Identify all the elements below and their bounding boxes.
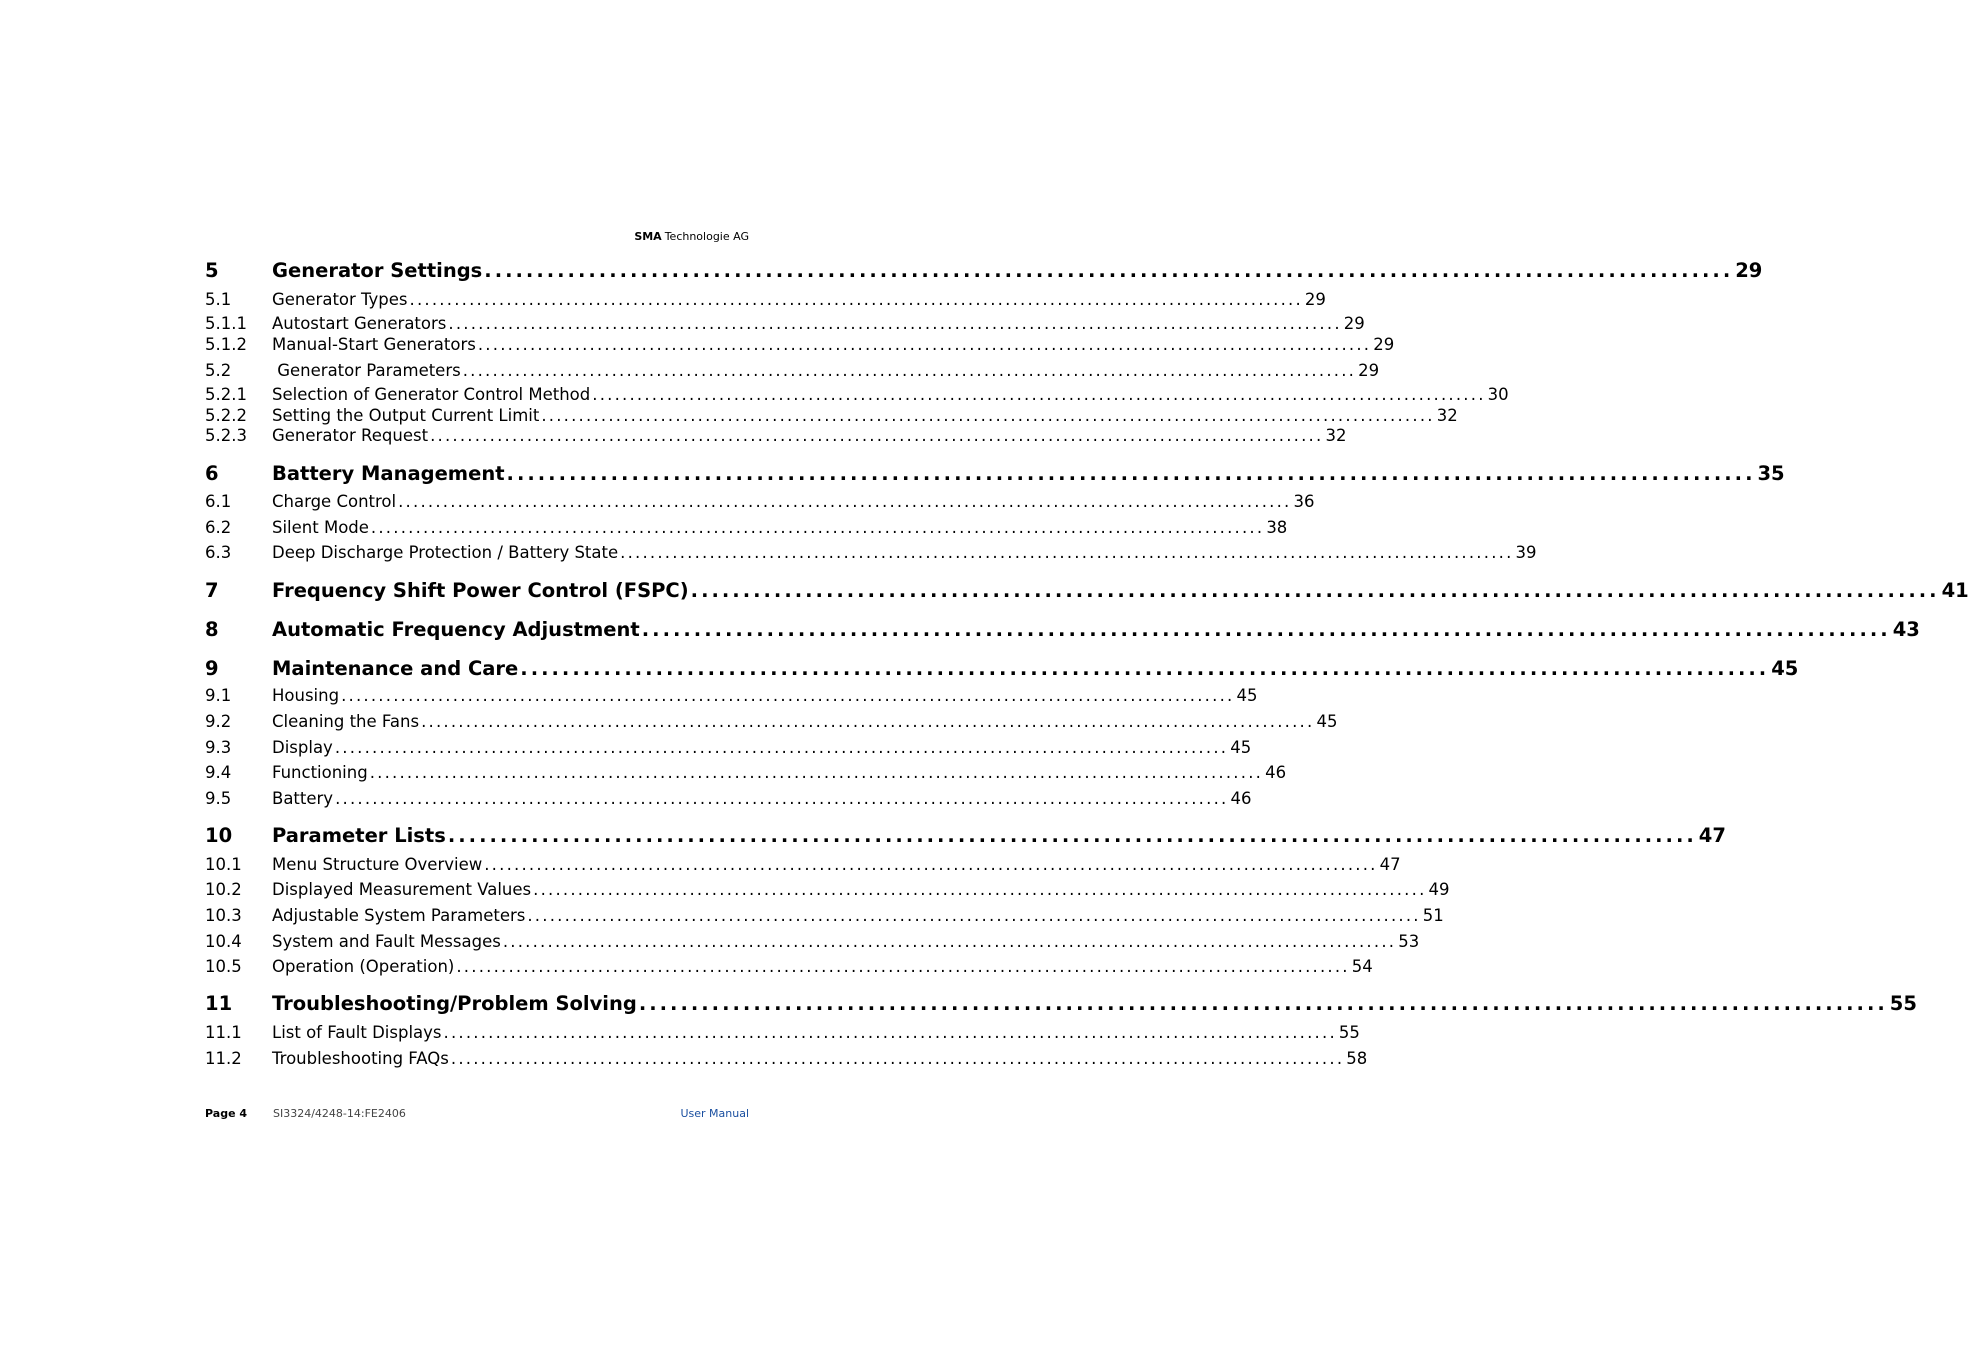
toc-entry-page: 51 (1422, 906, 1444, 925)
toc-entry-page: 45 (1316, 712, 1338, 731)
toc-chapter-entry[interactable] (205, 578, 1969, 604)
toc-section-entry[interactable] (205, 1048, 1368, 1070)
toc-entry-page: 29 (1343, 314, 1365, 333)
toc-entry-number: 10.4 (205, 932, 242, 951)
toc-entry-number: 5.2.2 (205, 406, 247, 425)
toc-entry-number: 9 (205, 657, 219, 680)
toc-entry-number: 7 (205, 579, 219, 602)
toc-entry-page: 53 (1398, 932, 1420, 951)
dot-leader: ........................................................................................................................ (502, 932, 1397, 951)
dot-leader: ........................................................................................................................ (620, 543, 1514, 562)
toc-entry-number: 6.1 (205, 492, 232, 511)
dot-leader: ........................................................................................................................ (541, 406, 1435, 425)
toc-entry-title: Silent Mode (272, 518, 369, 537)
dot-leader: ........................................................................................................................ (592, 385, 1486, 404)
toc-entry-page: 29 (1304, 290, 1326, 309)
toc-entry-title: Functioning (272, 763, 368, 782)
toc-entry-page: 58 (1346, 1049, 1368, 1068)
toc-entry-page: 36 (1293, 492, 1315, 511)
toc-entry-number: 10.2 (205, 880, 242, 899)
dot-leader: ........................................................................................................................ (447, 824, 1697, 847)
dot-leader: ........................................................................................................................ (335, 789, 1229, 808)
dot-leader: ........................................................................................................................ (506, 462, 1756, 485)
toc-entry-number: 10.3 (205, 906, 242, 925)
toc-entry-title: Setting the Output Current Limit (272, 406, 540, 425)
toc-section-entry[interactable] (205, 334, 1395, 356)
toc-chapter-entry[interactable] (205, 258, 1763, 284)
toc-entry-number: 10 (205, 824, 233, 847)
toc-section-entry[interactable] (205, 711, 1338, 733)
toc-entry-title: Automatic Frequency Adjustment (272, 618, 640, 641)
toc-entry-number: 5.1.2 (205, 335, 247, 354)
dot-leader: ........................................................................................................................ (448, 314, 1342, 333)
toc-section-entry[interactable] (205, 685, 1258, 707)
toc-entry-title: Troubleshooting FAQs (272, 1049, 449, 1068)
toc-entry-number: 5 (205, 259, 219, 282)
dot-leader: ........................................................................................................................ (369, 763, 1264, 782)
toc-entry-number: 9.3 (205, 738, 232, 757)
toc-entry-number: 10.1 (205, 855, 242, 874)
dot-leader: ........................................................................................................................ (690, 579, 1940, 602)
toc-entry-page: 29 (1735, 259, 1763, 282)
toc-entry-page: 43 (1892, 618, 1920, 641)
toc-entry-title: Displayed Measurement Values (272, 880, 532, 899)
toc-entry-page: 55 (1338, 1023, 1360, 1042)
toc-section-entry[interactable] (205, 405, 1458, 427)
toc-entry-number: 6 (205, 462, 219, 485)
toc-entry-title: Generator Parameters (272, 361, 461, 380)
page-number: Page 4 (205, 1107, 248, 1120)
toc-entry-title: Display (272, 738, 333, 757)
toc-chapter-entry[interactable] (205, 823, 1726, 849)
dot-leader: ........................................................................................................................ (527, 906, 1421, 925)
toc-entry-number: 5.2.1 (205, 385, 247, 404)
toc-section-entry[interactable] (205, 289, 1326, 311)
toc-section-entry[interactable] (205, 491, 1315, 513)
toc-entry-page: 41 (1941, 579, 1969, 602)
toc-entry-title: Housing (272, 686, 340, 705)
toc-entry-title: Parameter Lists (272, 824, 446, 847)
toc-entry-title: List of Fault Displays (272, 1023, 442, 1042)
toc-entry-page: 47 (1379, 855, 1401, 874)
toc-entry-title: Autostart Generators (272, 314, 447, 333)
toc-entry-title: Generator Types (272, 290, 408, 309)
toc-entry-page: 54 (1351, 957, 1373, 976)
toc-entry-number: 5.1.1 (205, 314, 247, 333)
toc-entry-title: Selection of Generator Control Method (272, 385, 591, 404)
toc-chapter-entry[interactable] (205, 656, 1799, 682)
dot-leader: ........................................................................................................................ (520, 657, 1770, 680)
dot-leader: ........................................................................................................................ (638, 992, 1888, 1015)
toc-section-entry[interactable] (205, 788, 1252, 810)
toc-entry-page: 45 (1771, 657, 1799, 680)
toc-entry-number: 9.1 (205, 686, 232, 705)
toc-chapter-entry[interactable] (205, 461, 1785, 487)
dot-leader: ........................................................................................................................ (450, 1049, 1345, 1068)
toc-entry-page: 46 (1265, 763, 1287, 782)
dot-leader: ........................................................................................................................ (398, 492, 1292, 511)
toc-entry-title: Battery Management (272, 462, 505, 485)
dot-leader: ........................................................................................................................ (641, 618, 1891, 641)
toc-entry-number: 11 (205, 992, 233, 1015)
brand-name: SMA (634, 230, 662, 243)
toc-entry-title: Manual-Start Generators (272, 335, 476, 354)
toc-section-entry[interactable] (205, 313, 1365, 335)
toc-entry-page: 45 (1236, 686, 1258, 705)
toc-entry-page: 45 (1230, 738, 1252, 757)
toc-entry-page: 35 (1757, 462, 1785, 485)
toc-section-entry[interactable] (205, 762, 1287, 784)
toc-section-entry[interactable] (205, 384, 1509, 406)
company-name: Technologie AG (664, 230, 749, 243)
toc-entry-title: Menu Structure Overview (272, 855, 483, 874)
toc-entry-title: Cleaning the Fans (272, 712, 420, 731)
dot-leader: ........................................................................................................................ (443, 1023, 1337, 1042)
toc-entry-number: 11.1 (205, 1023, 242, 1042)
toc-entry-number: 8 (205, 618, 219, 641)
toc-entry-number: 6.2 (205, 518, 232, 537)
toc-entry-page: 29 (1373, 335, 1395, 354)
dot-leader: ........................................................................................................................ (409, 290, 1303, 309)
dot-leader: ........................................................................................................................ (533, 880, 1427, 899)
toc-entry-page: 38 (1266, 518, 1288, 537)
dot-leader: ........................................................................................................................ (334, 738, 1229, 757)
toc-chapter-entry[interactable] (205, 617, 1920, 643)
toc-section-entry[interactable] (205, 931, 1420, 953)
toc-entry-page: 32 (1436, 406, 1458, 425)
toc-entry-title: Frequency Shift Power Control (FSPC) (272, 579, 689, 602)
toc-entry-title: Troubleshooting/Problem Solving (272, 992, 637, 1015)
toc-chapter-entry[interactable] (205, 991, 1917, 1017)
toc-entry-page: 46 (1230, 789, 1252, 808)
toc-entry-title: Charge Control (272, 492, 397, 511)
toc-entry-page: 55 (1889, 992, 1917, 1015)
dot-leader: ........................................................................................................................ (430, 426, 1324, 445)
toc-entry-title: Generator Request (272, 426, 429, 445)
toc-section-entry[interactable] (205, 542, 1537, 564)
toc-entry-title: Deep Discharge Protection / Battery State (272, 543, 619, 562)
toc-entry-page: 30 (1487, 385, 1509, 404)
toc-entry-title: Generator Settings (272, 259, 483, 282)
toc-section-entry[interactable] (205, 879, 1450, 901)
dot-leader: ........................................................................................................................ (421, 712, 1315, 731)
toc-entry-number: 9.4 (205, 763, 232, 782)
toc-section-entry[interactable] (205, 360, 1380, 382)
toc-entry-number: 6.3 (205, 543, 232, 562)
toc-entry-page: 29 (1358, 361, 1380, 380)
dot-leader: ........................................................................................................................ (341, 686, 1235, 705)
toc-section-entry[interactable] (205, 905, 1444, 927)
toc-entry-page: 39 (1515, 543, 1537, 562)
toc-entry-title: Adjustable System Parameters (272, 906, 526, 925)
document-id: SI3324/4248-14:FE2406 (273, 1107, 406, 1120)
dot-leader: ........................................................................................................................ (484, 259, 1734, 282)
dot-leader: ........................................................................................................................ (484, 855, 1378, 874)
dot-leader: ........................................................................................................................ (370, 518, 1265, 537)
toc-entry-number: 5.1 (205, 290, 232, 309)
toc-entry-page: 47 (1698, 824, 1726, 847)
manual-type: User Manual (680, 1107, 749, 1120)
toc-section-entry[interactable] (205, 737, 1252, 759)
dot-leader: ........................................................................................................................ (462, 361, 1357, 380)
toc-entry-number: 10.5 (205, 957, 242, 976)
toc-entry-page: 32 (1325, 426, 1347, 445)
toc-section-entry[interactable] (205, 956, 1373, 978)
toc-entry-title: System and Fault Messages (272, 932, 501, 951)
dot-leader: ........................................................................................................................ (477, 335, 1372, 354)
toc-entry-title: Battery (272, 789, 334, 808)
toc-entry-number: 5.2 (205, 361, 232, 380)
dot-leader: ........................................................................................................................ (456, 957, 1350, 976)
toc-entry-title: Operation (Operation) (272, 957, 455, 976)
toc-entry-number: 9.5 (205, 789, 232, 808)
toc-entry-title: Maintenance and Care (272, 657, 519, 680)
page-footer (205, 1106, 749, 1122)
toc-section-entry[interactable] (205, 425, 1347, 447)
toc-entry-number: 5.2.3 (205, 426, 247, 445)
toc-section-entry[interactable] (205, 517, 1288, 539)
toc-entry-number: 9.2 (205, 712, 232, 731)
toc-entry-page: 49 (1428, 880, 1450, 899)
toc-entry-number: 11.2 (205, 1049, 242, 1068)
toc-section-entry[interactable] (205, 854, 1401, 876)
toc-section-entry[interactable] (205, 1022, 1360, 1044)
